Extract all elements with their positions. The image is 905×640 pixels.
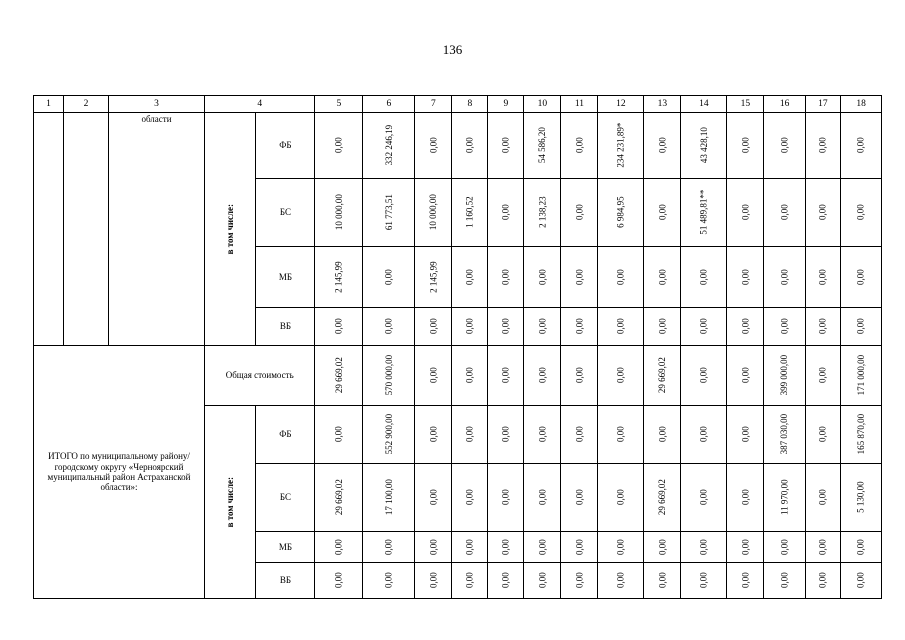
value-cell [598,563,644,599]
cell-text: 0,00 [537,489,548,506]
column-number-10: 10 [524,96,561,113]
value-cell [598,406,644,464]
value-cell [644,113,681,179]
value-cell [524,308,561,346]
cell-text: 0,00 [698,426,709,443]
value-cell [805,406,840,464]
value-cell [764,464,806,532]
col1-empty [34,113,64,346]
cell-text: 0,00 [657,318,668,335]
value-cell [681,532,727,563]
value-cell [524,532,561,563]
value-cell [727,464,764,532]
value-cell [524,346,561,406]
value-cell [727,308,764,346]
cell-text: 0,00 [574,137,585,154]
value-cell [415,179,452,247]
cell-text: 0,00 [615,539,626,555]
value-cell [363,464,415,532]
value-cell [561,563,598,599]
cell-text: 0,00 [698,318,709,335]
value-cell [805,563,840,599]
cell-text: 0,00 [574,539,585,555]
cell-text: 0,00 [537,539,548,555]
value-cell [598,179,644,247]
cell-text: 332 246,19 [383,125,394,166]
value-cell [315,346,363,406]
column-number-1: 1 [34,96,64,113]
value-cell [488,464,524,532]
value-cell [805,464,840,532]
funding-source-label: БС [256,464,315,532]
cell-text: 0,00 [698,489,709,506]
cell-text: 0,00 [383,572,394,589]
cell-text: 0,00 [740,426,751,443]
value-cell [840,464,882,532]
value-cell [681,247,727,308]
cell-text: 11 970,00 [779,479,790,516]
cell-text: 0,00 [500,204,511,221]
cell-text: 0,00 [464,426,475,443]
value-cell [598,308,644,346]
cell-text: 0,00 [333,426,344,443]
value-cell [363,346,415,406]
cell-text: 2 145,99 [428,261,439,293]
cell-text: 0,00 [817,269,828,285]
value-cell [764,247,806,308]
value-cell [488,308,524,346]
value-cell [805,308,840,346]
value-cell [488,406,524,464]
value-cell [452,532,488,563]
value-cell [764,308,806,346]
value-cell [727,247,764,308]
value-cell [840,179,882,247]
cell-text: 0,00 [740,137,751,154]
cell-text: 0,00 [383,539,394,555]
cell-text: 10 000,00 [428,194,439,231]
funding-source-label: МБ [256,247,315,308]
cell-text: 0,00 [500,269,511,285]
column-number-2: 2 [64,96,109,113]
cell-text: 0,00 [464,367,475,384]
value-cell [363,563,415,599]
cell-text: 0,00 [817,137,828,154]
cell-text: 234 231,89* [615,123,626,168]
cell-text: 0,00 [428,137,439,154]
cell-text: 0,00 [856,539,866,555]
cell-text: в том числе: [225,203,236,255]
value-cell [840,247,882,308]
cell-text: 0,00 [698,367,709,384]
value-cell [644,464,681,532]
cell-text: 0,00 [698,539,709,555]
value-cell [488,113,524,179]
cell-text: 0,00 [615,367,626,384]
cell-text: 552 900,00 [383,414,394,455]
value-cell [452,179,488,247]
value-cell [805,346,840,406]
value-cell [598,532,644,563]
cell-text: 0,00 [500,539,511,555]
value-cell [764,113,806,179]
value-cell [561,247,598,308]
cell-text: 29 669,02 [333,479,344,516]
value-cell [598,346,644,406]
value-cell [764,563,806,599]
cell-text: 0,00 [500,426,511,443]
cell-text: 0,00 [574,572,585,589]
cell-text: 0,00 [615,269,626,285]
value-cell [524,563,561,599]
cell-text: 0,00 [428,318,439,335]
value-cell [561,308,598,346]
cell-text: 0,00 [817,204,828,221]
value-cell [415,346,452,406]
value-cell [764,179,806,247]
cell-text: 0,00 [740,269,751,285]
value-cell [315,563,363,599]
value-cell [415,406,452,464]
cell-text: 0,00 [698,269,709,285]
value-cell [727,563,764,599]
cell-text: 0,00 [574,367,585,384]
cell-text: 0,00 [817,539,828,555]
table-row [34,113,882,179]
value-cell [363,532,415,563]
cell-text: 29 669,02 [333,357,344,394]
value-cell [561,532,598,563]
value-cell [415,464,452,532]
cell-text: 0,00 [574,269,585,285]
cell-text: 0,00 [464,572,475,589]
cell-text: 0,00 [464,137,475,154]
cell-text: 0,00 [817,426,828,443]
cell-text: 0,00 [333,539,344,555]
cell-text: 0,00 [383,269,394,285]
cell-text: 43 428,10 [698,127,709,164]
cell-text: 0,00 [500,318,511,335]
cell-text: 0,00 [464,489,475,506]
cell-text: 0,00 [779,318,790,335]
cell-text: 6 984,95 [615,196,626,229]
value-cell [315,179,363,247]
value-cell [681,113,727,179]
value-cell [524,464,561,532]
cell-text: 0,00 [615,489,626,506]
cell-text: 1 160,52 [464,196,475,229]
value-cell [452,346,488,406]
value-cell [452,563,488,599]
cell-text: 0,00 [740,489,751,506]
value-cell [561,406,598,464]
cell-text: 0,00 [333,572,344,589]
value-cell [681,346,727,406]
cell-text: 0,00 [740,367,751,384]
column-number-6: 6 [363,96,415,113]
cell-text: 0,00 [333,318,344,335]
cell-text: 10 000,00 [333,194,344,231]
value-cell [681,308,727,346]
column-number-3: 3 [109,96,205,113]
cell-text: 0,00 [856,204,866,221]
value-cell [363,308,415,346]
value-cell [727,346,764,406]
cell-text: 0,00 [817,489,828,506]
cell-text: 54 586,20 [537,127,548,164]
value-cell [315,406,363,464]
value-cell [315,532,363,563]
page-number: 136 [442,42,463,57]
cell-text: 0,00 [500,572,511,589]
column-number-16: 16 [764,96,806,113]
cell-text: 0,00 [383,318,394,335]
column-number-13: 13 [644,96,681,113]
column-number-5: 5 [315,96,363,113]
value-cell [840,113,882,179]
cell-text: 0,00 [817,367,828,384]
including-label [205,113,256,346]
total-row [34,346,882,406]
value-cell [488,563,524,599]
value-cell [598,247,644,308]
cell-text: 0,00 [574,204,585,221]
value-cell [840,346,882,406]
value-cell [727,113,764,179]
object-name: области [109,113,205,346]
value-cell [363,113,415,179]
value-cell [840,308,882,346]
column-number-18: 18 [840,96,882,113]
cell-text: 2 145,99 [333,261,344,293]
cell-text: 0,00 [537,367,548,384]
value-cell [415,308,452,346]
cell-text: 0,00 [740,539,751,555]
cell-text: 0,00 [500,367,511,384]
cell-text: 0,00 [428,367,439,384]
value-cell [805,247,840,308]
value-cell [561,464,598,532]
cell-text: 0,00 [428,539,439,555]
cell-text: 0,00 [428,426,439,443]
cell-text: 0,00 [428,572,439,589]
column-number-11: 11 [561,96,598,113]
cell-text: 61 773,51 [383,194,394,231]
column-number-12: 12 [598,96,644,113]
cell-text: 0,00 [537,572,548,589]
cell-text: 0,00 [779,269,790,285]
value-cell [452,406,488,464]
cell-text: 17 100,00 [383,479,394,516]
funding-source-label: МБ [256,532,315,563]
value-cell [644,532,681,563]
budget-table [33,95,882,599]
cell-text: 0,00 [856,137,866,154]
value-cell [452,464,488,532]
value-cell [805,179,840,247]
value-cell [524,113,561,179]
column-number-9: 9 [488,96,524,113]
cell-text: 0,00 [537,426,548,443]
value-cell [840,563,882,599]
cell-text: 29 669,02 [657,357,668,394]
value-cell [363,406,415,464]
value-cell [764,532,806,563]
cell-text: 2 138,23 [537,196,548,229]
cell-text: 0,00 [657,539,668,555]
cell-text: 387 030,00 [779,414,790,455]
cell-text: 0,00 [615,572,626,589]
column-number-7: 7 [415,96,452,113]
value-cell [561,113,598,179]
value-cell [488,179,524,247]
cell-text: 0,00 [856,318,866,335]
cell-text: 0,00 [779,539,790,555]
cell-text: 0,00 [615,318,626,335]
value-cell [727,179,764,247]
value-cell [644,346,681,406]
value-cell [598,113,644,179]
value-cell [315,113,363,179]
value-cell [315,464,363,532]
cell-text: 0,00 [817,318,828,335]
cell-text: 0,00 [428,489,439,506]
value-cell [415,247,452,308]
value-cell [524,247,561,308]
column-number-14: 14 [681,96,727,113]
cell-text: 0,00 [740,572,751,589]
itogo-title: ИТОГО по муниципальному району/ городскому округу «Черноярский муниципальный район Астраханской области»: [34,346,205,599]
value-cell [488,346,524,406]
funding-source-label: ВБ [256,308,315,346]
value-cell [363,179,415,247]
value-cell [598,464,644,532]
value-cell [764,346,806,406]
cell-text: 0,00 [574,426,585,443]
value-cell [805,113,840,179]
cell-text: 0,00 [856,572,866,589]
header-row [34,96,882,113]
cell-text: 0,00 [537,269,548,285]
cell-text: 0,00 [500,489,511,506]
cell-text: 0,00 [740,318,751,335]
column-number-17: 17 [805,96,840,113]
cell-text: 0,00 [657,137,668,154]
cell-text: 0,00 [779,572,790,589]
total-cost-label: Общая стоимость [205,346,315,406]
cell-text: в том числе: [225,476,236,528]
cell-text: 5 130,00 [856,481,866,514]
value-cell [681,406,727,464]
cell-text: 0,00 [657,269,668,285]
funding-source-label: ФБ [256,406,315,464]
cell-text: 0,00 [657,572,668,589]
value-cell [488,247,524,308]
cell-text: 0,00 [537,318,548,335]
funding-source-label: ФБ [256,113,315,179]
value-cell [681,464,727,532]
value-cell [644,308,681,346]
cell-text: 0,00 [574,489,585,506]
value-cell [681,179,727,247]
funding-source-label: БС [256,179,315,247]
cell-text: 0,00 [500,137,511,154]
column-number-8: 8 [452,96,488,113]
cell-text: 0,00 [657,426,668,443]
value-cell [315,308,363,346]
cell-text: 0,00 [698,572,709,589]
value-cell [452,247,488,308]
value-cell [561,346,598,406]
value-cell [524,179,561,247]
col2-empty [64,113,109,346]
cell-text: 171 000,00 [856,355,866,396]
value-cell [415,563,452,599]
cell-text: 0,00 [464,269,475,285]
cell-text: 165 870,00 [856,414,866,455]
cell-text: 399 000,00 [779,355,790,396]
cell-text: 0,00 [779,204,790,221]
cell-text: 0,00 [740,204,751,221]
cell-text: 0,00 [817,572,828,589]
including-label [205,406,256,599]
value-cell [452,308,488,346]
cell-text: 0,00 [856,269,866,285]
value-cell [764,406,806,464]
value-cell [840,532,882,563]
value-cell [524,406,561,464]
value-cell [561,179,598,247]
value-cell [644,179,681,247]
value-cell [727,406,764,464]
value-cell [805,532,840,563]
cell-text: 29 669,02 [657,479,668,516]
cell-text: 51 489,81** [698,190,709,235]
value-cell [315,247,363,308]
cell-text: 570 000,00 [383,355,394,396]
value-cell [644,563,681,599]
column-number-4: 4 [205,96,315,113]
value-cell [644,247,681,308]
funding-source-label: ВБ [256,563,315,599]
cell-text: 0,00 [615,426,626,443]
cell-text: 0,00 [779,137,790,154]
column-number-15: 15 [727,96,764,113]
cell-text: 0,00 [464,539,475,555]
value-cell [840,406,882,464]
value-cell [363,247,415,308]
cell-text: 0,00 [464,318,475,335]
value-cell [415,113,452,179]
cell-text: 0,00 [574,318,585,335]
value-cell [727,532,764,563]
cell-text: 0,00 [657,204,668,221]
value-cell [644,406,681,464]
value-cell [415,532,452,563]
value-cell [488,532,524,563]
value-cell [681,563,727,599]
cell-text: 0,00 [333,137,344,154]
value-cell [452,113,488,179]
